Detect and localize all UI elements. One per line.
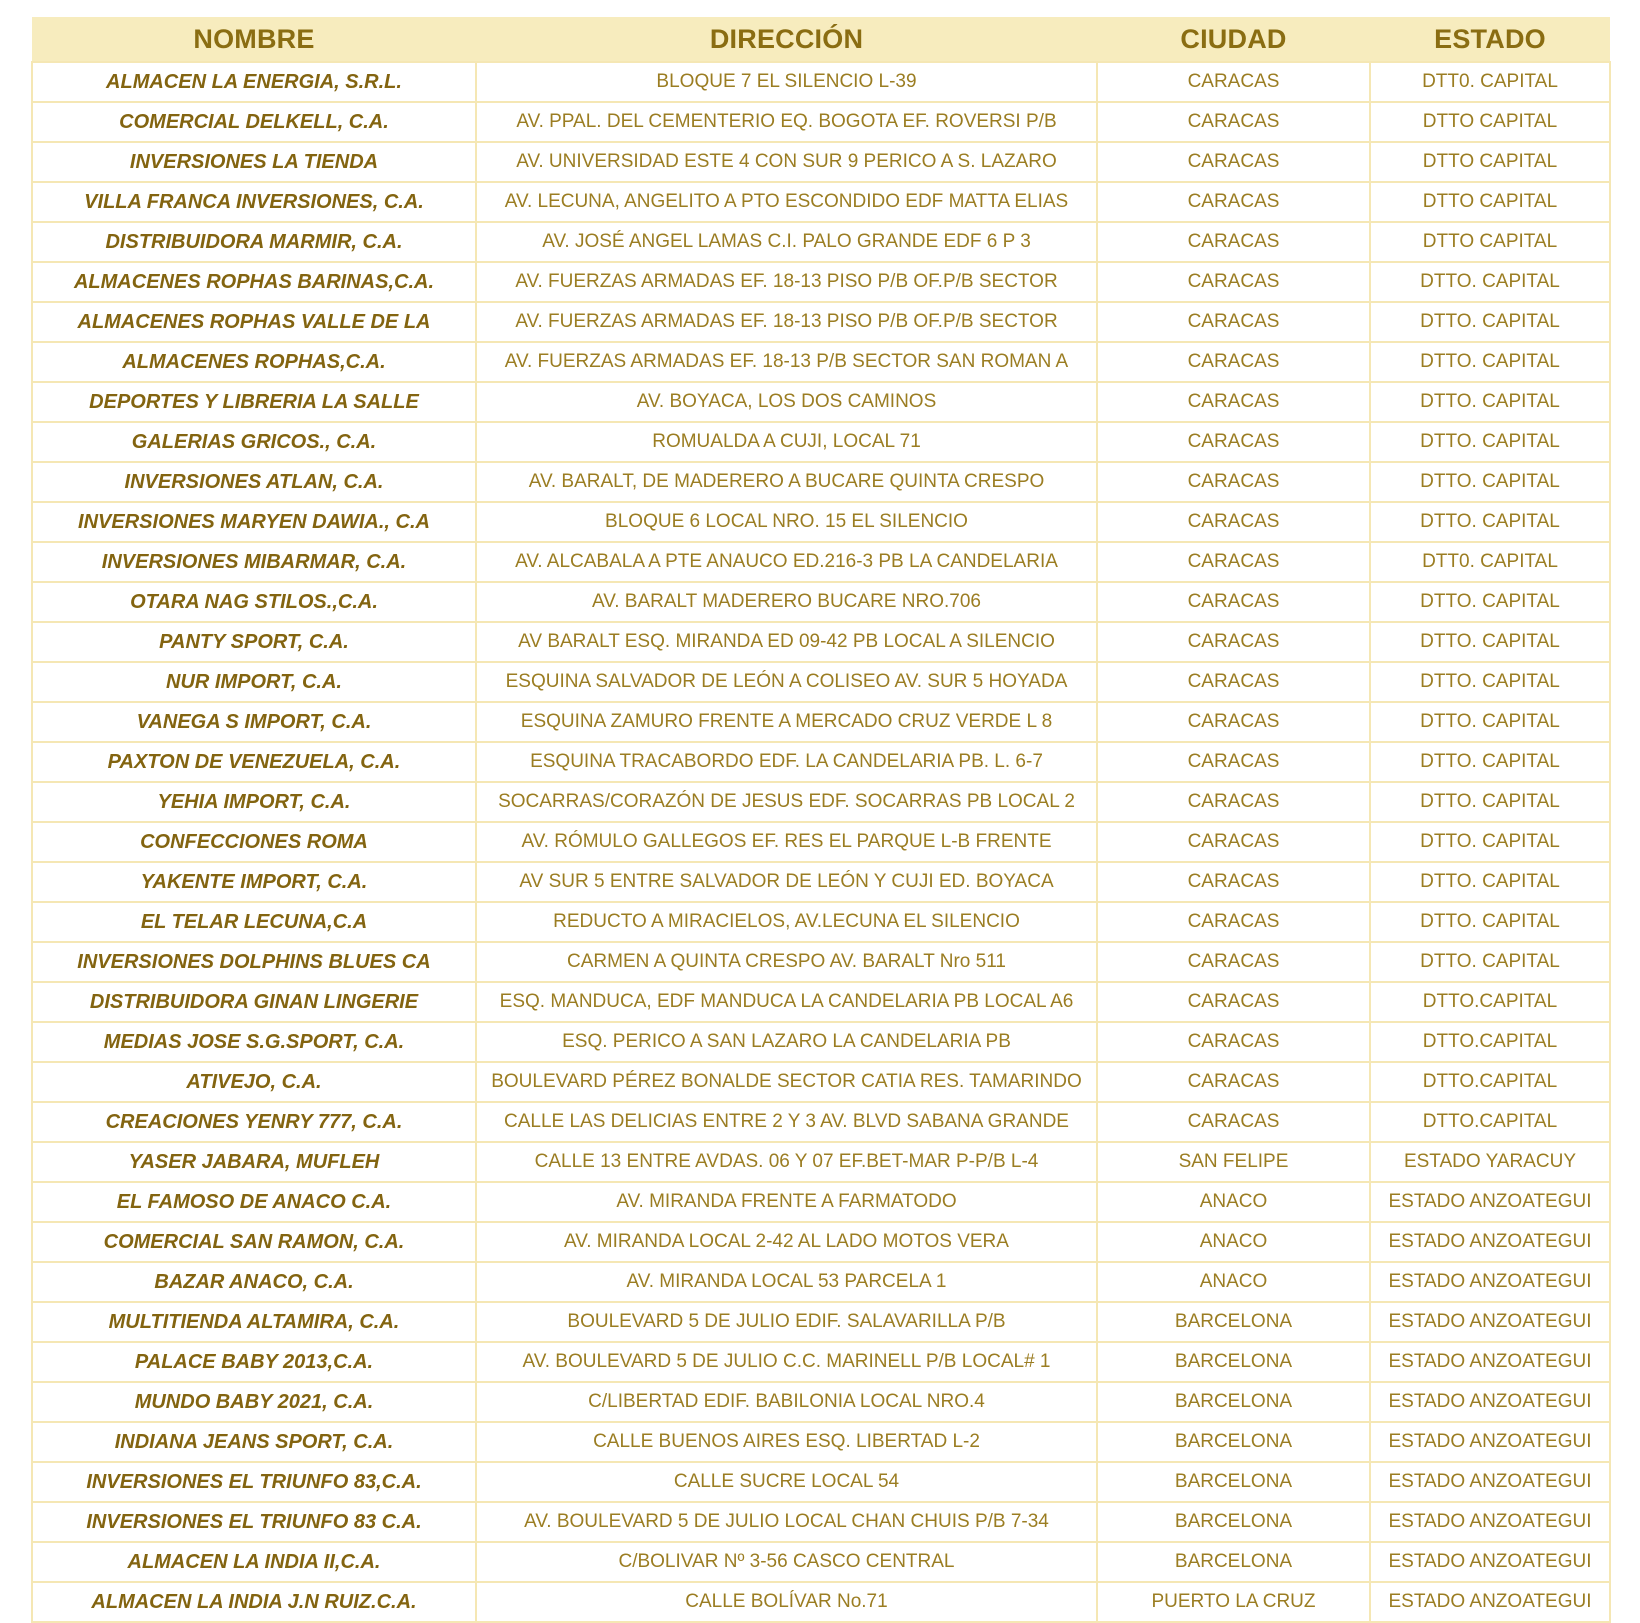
direccion-cell: SOCARRAS/CORAZÓN DE JESUS EDF. SOCARRAS PB LOCAL 2 [476, 782, 1097, 822]
nombre-cell: DEPORTES Y LIBRERIA LA SALLE [32, 382, 476, 422]
ciudad-cell: PUERTO LA CRUZ [1097, 1582, 1370, 1622]
direccion-cell: BLOQUE 7 EL SILENCIO L-39 [476, 62, 1097, 102]
direccion-cell: C/BOLIVAR Nº 3-56 CASCO CENTRAL [476, 1542, 1097, 1582]
table-row [32, 982, 1610, 1022]
nombre-cell: PAXTON DE VENEZUELA, C.A. [32, 742, 476, 782]
direccion-cell: CARMEN A QUINTA CRESPO AV. BARALT Nro 511 [476, 942, 1097, 982]
nombre-cell: ALMACENES ROPHAS BARINAS,C.A. [32, 262, 476, 302]
nombre-cell: INVERSIONES MIBARMAR, C.A. [32, 542, 476, 582]
ciudad-cell: BARCELONA [1097, 1422, 1370, 1462]
ciudad-cell: CARACAS [1097, 782, 1370, 822]
table-row [32, 622, 1610, 662]
table-row [32, 1582, 1610, 1622]
nombre-cell: ATIVEJO, C.A. [32, 1062, 476, 1102]
estado-cell: DTTO. CAPITAL [1370, 262, 1610, 302]
estado-cell: DTTO. CAPITAL [1370, 702, 1610, 742]
estado-cell: DTTO. CAPITAL [1370, 382, 1610, 422]
direccion-cell: BOULEVARD PÉREZ BONALDE SECTOR CATIA RES. TAMARINDO [476, 1062, 1097, 1102]
ciudad-cell: CARACAS [1097, 382, 1370, 422]
ciudad-cell: CARACAS [1097, 222, 1370, 262]
header-estado: ESTADO [1370, 17, 1610, 62]
estado-cell: ESTADO ANZOATEGUI [1370, 1182, 1610, 1222]
direccion-cell: AV. LECUNA, ANGELITO A PTO ESCONDIDO EDF MATTA ELIAS [476, 182, 1097, 222]
nombre-cell: EL FAMOSO DE ANACO C.A. [32, 1182, 476, 1222]
nombre-cell: NUR IMPORT, C.A. [32, 662, 476, 702]
estado-cell: ESTADO ANZOATEGUI [1370, 1222, 1610, 1262]
direccion-cell: AV. PPAL. DEL CEMENTERIO EQ. BOGOTA EF. ROVERSI P/B [476, 102, 1097, 142]
direccion-cell: AV. BARALT MADERERO BUCARE NRO.706 [476, 582, 1097, 622]
ciudad-cell: CARACAS [1097, 62, 1370, 102]
nombre-cell: ALMACEN LA ENERGIA, S.R.L. [32, 62, 476, 102]
direccion-cell: BOULEVARD 5 DE JULIO EDIF. SALAVARILLA P/B [476, 1302, 1097, 1342]
direccion-cell: AV BARALT ESQ. MIRANDA ED 09-42 PB LOCAL A SILENCIO [476, 622, 1097, 662]
table-row [32, 742, 1610, 782]
direccion-cell: ROMUALDA A CUJI, LOCAL 71 [476, 422, 1097, 462]
estado-cell: DTTO.CAPITAL [1370, 1022, 1610, 1062]
estado-cell: DTTO. CAPITAL [1370, 742, 1610, 782]
direccion-cell: AV. FUERZAS ARMADAS EF. 18-13 PISO P/B OF.P/B SECTOR [476, 262, 1097, 302]
nombre-cell: MULTITIENDA ALTAMIRA, C.A. [32, 1302, 476, 1342]
ciudad-cell: BARCELONA [1097, 1342, 1370, 1382]
table-row [32, 102, 1610, 142]
table-row [32, 302, 1610, 342]
ciudad-cell: CARACAS [1097, 662, 1370, 702]
ciudad-cell: CARACAS [1097, 862, 1370, 902]
direccion-cell: AV. MIRANDA LOCAL 53 PARCELA 1 [476, 1262, 1097, 1302]
direccion-cell: CALLE 13 ENTRE AVDAS. 06 Y 07 EF.BET-MAR P-P/B L-4 [476, 1142, 1097, 1182]
direccion-cell: CALLE LAS DELICIAS ENTRE 2 Y 3 AV. BLVD SABANA GRANDE [476, 1102, 1097, 1142]
ciudad-cell: SAN FELIPE [1097, 1142, 1370, 1182]
ciudad-cell: CARACAS [1097, 422, 1370, 462]
ciudad-cell: CARACAS [1097, 742, 1370, 782]
ciudad-cell: CARACAS [1097, 102, 1370, 142]
estado-cell: ESTADO ANZOATEGUI [1370, 1502, 1610, 1542]
nombre-cell: YASER JABARA, MUFLEH [32, 1142, 476, 1182]
ciudad-cell: CARACAS [1097, 182, 1370, 222]
direccion-cell: AV SUR 5 ENTRE SALVADOR DE LEÓN Y CUJI ED. BOYACA [476, 862, 1097, 902]
table-row [32, 782, 1610, 822]
nombre-cell: ALMACENES ROPHAS,C.A. [32, 342, 476, 382]
direccion-cell: AV. BOULEVARD 5 DE JULIO LOCAL CHAN CHUIS P/B 7-34 [476, 1502, 1097, 1542]
nombre-cell: YAKENTE IMPORT, C.A. [32, 862, 476, 902]
direccion-cell: ESQUINA ZAMURO FRENTE A MERCADO CRUZ VERDE L 8 [476, 702, 1097, 742]
nombre-cell: INVERSIONES EL TRIUNFO 83 C.A. [32, 1502, 476, 1542]
direccion-cell: AV. JOSÉ ANGEL LAMAS C.I. PALO GRANDE EDF 6 P 3 [476, 222, 1097, 262]
nombre-cell: INVERSIONES ATLAN, C.A. [32, 462, 476, 502]
ciudad-cell: CARACAS [1097, 1022, 1370, 1062]
direccion-cell: AV. MIRANDA FRENTE A FARMATODO [476, 1182, 1097, 1222]
estado-cell: DTTO. CAPITAL [1370, 942, 1610, 982]
table-row [32, 1102, 1610, 1142]
header-direccion: DIRECCIÓN [476, 17, 1097, 62]
direccion-cell: AV. UNIVERSIDAD ESTE 4 CON SUR 9 PERICO A S. LAZARO [476, 142, 1097, 182]
estado-cell: DTTO. CAPITAL [1370, 822, 1610, 862]
table-row [32, 502, 1610, 542]
ciudad-cell: CARACAS [1097, 1062, 1370, 1102]
estado-cell: DTTO. CAPITAL [1370, 502, 1610, 542]
nombre-cell: COMERCIAL SAN RAMON, C.A. [32, 1222, 476, 1262]
estado-cell: DTTO. CAPITAL [1370, 862, 1610, 902]
table-row [32, 1262, 1610, 1302]
direccion-cell: CALLE SUCRE LOCAL 54 [476, 1462, 1097, 1502]
ciudad-cell: CARACAS [1097, 942, 1370, 982]
nombre-cell: PALACE BABY 2013,C.A. [32, 1342, 476, 1382]
direccion-cell: REDUCTO A MIRACIELOS, AV.LECUNA EL SILENCIO [476, 902, 1097, 942]
nombre-cell: PANTY SPORT, C.A. [32, 622, 476, 662]
table-row [32, 1182, 1610, 1222]
table-row [32, 862, 1610, 902]
table-row [32, 1342, 1610, 1382]
table-row [32, 1502, 1610, 1542]
ciudad-cell: CARACAS [1097, 902, 1370, 942]
ciudad-cell: BARCELONA [1097, 1542, 1370, 1582]
table-header [32, 17, 1610, 62]
estado-cell: DTTO. CAPITAL [1370, 662, 1610, 702]
nombre-cell: VILLA FRANCA INVERSIONES, C.A. [32, 182, 476, 222]
direccion-cell: ESQ. PERICO A SAN LAZARO LA CANDELARIA PB [476, 1022, 1097, 1062]
nombre-cell: INVERSIONES LA TIENDA [32, 142, 476, 182]
estado-cell: DTT0. CAPITAL [1370, 62, 1610, 102]
table-row [32, 942, 1610, 982]
direccion-cell: AV. BOYACA, LOS DOS CAMINOS [476, 382, 1097, 422]
nombre-cell: MEDIAS JOSE S.G.SPORT, C.A. [32, 1022, 476, 1062]
nombre-cell: VANEGA S IMPORT, C.A. [32, 702, 476, 742]
direccion-cell: ESQUINA TRACABORDO EDF. LA CANDELARIA PB. L. 6-7 [476, 742, 1097, 782]
estado-cell: DTTO CAPITAL [1370, 142, 1610, 182]
estado-cell: ESTADO ANZOATEGUI [1370, 1422, 1610, 1462]
nombre-cell: MUNDO BABY 2021, C.A. [32, 1382, 476, 1422]
ciudad-cell: CARACAS [1097, 462, 1370, 502]
estado-cell: DTTO. CAPITAL [1370, 342, 1610, 382]
estado-cell: DTTO.CAPITAL [1370, 982, 1610, 1022]
table-row [32, 1142, 1610, 1182]
estado-cell: ESTADO ANZOATEGUI [1370, 1262, 1610, 1302]
table-row [32, 702, 1610, 742]
nombre-cell: BAZAR ANACO, C.A. [32, 1262, 476, 1302]
nombre-cell: EL TELAR LECUNA,C.A [32, 902, 476, 942]
nombre-cell: DISTRIBUIDORA GINAN LINGERIE [32, 982, 476, 1022]
direccion-cell: AV. FUERZAS ARMADAS EF. 18-13 PISO P/B OF.P/B SECTOR [476, 302, 1097, 342]
nombre-cell: YEHIA IMPORT, C.A. [32, 782, 476, 822]
ciudad-cell: CARACAS [1097, 502, 1370, 542]
nombre-cell: INVERSIONES MARYEN DAWIA., C.A [32, 502, 476, 542]
ciudad-cell: CARACAS [1097, 542, 1370, 582]
ciudad-cell: CARACAS [1097, 622, 1370, 662]
direccion-cell: C/LIBERTAD EDIF. BABILONIA LOCAL NRO.4 [476, 1382, 1097, 1422]
table-row [32, 542, 1610, 582]
estado-cell: DTTO. CAPITAL [1370, 782, 1610, 822]
estado-cell: DTTO CAPITAL [1370, 222, 1610, 262]
nombre-cell: COMERCIAL DELKELL, C.A. [32, 102, 476, 142]
ciudad-cell: CARACAS [1097, 582, 1370, 622]
estado-cell: ESTADO ANZOATEGUI [1370, 1582, 1610, 1622]
table-row [32, 1422, 1610, 1462]
table-row [32, 1022, 1610, 1062]
nombre-cell: INVERSIONES EL TRIUNFO 83,C.A. [32, 1462, 476, 1502]
estado-cell: ESTADO ANZOATEGUI [1370, 1302, 1610, 1342]
estado-cell: ESTADO YARACUY [1370, 1142, 1610, 1182]
ciudad-cell: CARACAS [1097, 342, 1370, 382]
stores-table-container [31, 17, 1609, 1623]
estado-cell: ESTADO ANZOATEGUI [1370, 1342, 1610, 1382]
direccion-cell: AV. BARALT, DE MADERERO A BUCARE QUINTA CRESPO [476, 462, 1097, 502]
nombre-cell: CREACIONES YENRY 777, C.A. [32, 1102, 476, 1142]
ciudad-cell: CARACAS [1097, 982, 1370, 1022]
ciudad-cell: CARACAS [1097, 1102, 1370, 1142]
estado-cell: ESTADO ANZOATEGUI [1370, 1542, 1610, 1582]
nombre-cell: ALMACENES ROPHAS VALLE DE LA [32, 302, 476, 342]
ciudad-cell: CARACAS [1097, 302, 1370, 342]
table-row [32, 1462, 1610, 1502]
ciudad-cell: CARACAS [1097, 142, 1370, 182]
ciudad-cell: CARACAS [1097, 702, 1370, 742]
estado-cell: DTTO. CAPITAL [1370, 422, 1610, 462]
table-row [32, 62, 1610, 102]
estado-cell: DTTO. CAPITAL [1370, 462, 1610, 502]
table-row [32, 342, 1610, 382]
ciudad-cell: BARCELONA [1097, 1302, 1370, 1342]
table-row [32, 222, 1610, 262]
table-row [32, 1302, 1610, 1342]
table-row [32, 822, 1610, 862]
direccion-cell: AV. MIRANDA LOCAL 2-42 AL LADO MOTOS VERA [476, 1222, 1097, 1262]
table-row [32, 582, 1610, 622]
nombre-cell: OTARA NAG STILOS.,C.A. [32, 582, 476, 622]
estado-cell: DTTO.CAPITAL [1370, 1062, 1610, 1102]
ciudad-cell: ANACO [1097, 1262, 1370, 1302]
nombre-cell: INDIANA JEANS SPORT, C.A. [32, 1422, 476, 1462]
nombre-cell: DISTRIBUIDORA MARMIR, C.A. [32, 222, 476, 262]
direccion-cell: CALLE BOLÍVAR No.71 [476, 1582, 1097, 1622]
nombre-cell: GALERIAS GRICOS., C.A. [32, 422, 476, 462]
nombre-cell: CONFECCIONES ROMA [32, 822, 476, 862]
table-row [32, 142, 1610, 182]
table-row [32, 1382, 1610, 1422]
direccion-cell: ESQ. MANDUCA, EDF MANDUCA LA CANDELARIA PB LOCAL A6 [476, 982, 1097, 1022]
estado-cell: DTTO.CAPITAL [1370, 1102, 1610, 1142]
table-row [32, 902, 1610, 942]
table-row [32, 462, 1610, 502]
ciudad-cell: ANACO [1097, 1222, 1370, 1262]
ciudad-cell: BARCELONA [1097, 1462, 1370, 1502]
table-row [32, 1062, 1610, 1102]
ciudad-cell: CARACAS [1097, 822, 1370, 862]
nombre-cell: INVERSIONES DOLPHINS BLUES CA [32, 942, 476, 982]
estado-cell: DTT0. CAPITAL [1370, 542, 1610, 582]
direccion-cell: CALLE BUENOS AIRES ESQ. LIBERTAD L-2 [476, 1422, 1097, 1462]
table-body [32, 62, 1610, 1622]
estado-cell: DTTO. CAPITAL [1370, 622, 1610, 662]
ciudad-cell: BARCELONA [1097, 1382, 1370, 1422]
table-row [32, 422, 1610, 462]
table-row [32, 662, 1610, 702]
ciudad-cell: ANACO [1097, 1182, 1370, 1222]
ciudad-cell: CARACAS [1097, 262, 1370, 302]
direccion-cell: ESQUINA SALVADOR DE LEÓN A COLISEO AV. SUR 5 HOYADA [476, 662, 1097, 702]
header-row [32, 17, 1610, 62]
estado-cell: DTTO CAPITAL [1370, 182, 1610, 222]
table-row [32, 182, 1610, 222]
ciudad-cell: BARCELONA [1097, 1502, 1370, 1542]
stores-table [31, 17, 1611, 1623]
estado-cell: ESTADO ANZOATEGUI [1370, 1462, 1610, 1502]
nombre-cell: ALMACEN LA INDIA II,C.A. [32, 1542, 476, 1582]
direccion-cell: BLOQUE 6 LOCAL NRO. 15 EL SILENCIO [476, 502, 1097, 542]
estado-cell: DTTO. CAPITAL [1370, 302, 1610, 342]
estado-cell: DTTO. CAPITAL [1370, 582, 1610, 622]
nombre-cell: ALMACEN LA INDIA J.N RUIZ.C.A. [32, 1582, 476, 1622]
header-ciudad: CIUDAD [1097, 17, 1370, 62]
direccion-cell: AV. ALCABALA A PTE ANAUCO ED.216-3 PB LA CANDELARIA [476, 542, 1097, 582]
estado-cell: DTTO. CAPITAL [1370, 902, 1610, 942]
table-row [32, 262, 1610, 302]
estado-cell: ESTADO ANZOATEGUI [1370, 1382, 1610, 1422]
direccion-cell: AV. BOULEVARD 5 DE JULIO C.C. MARINELL P/B LOCAL# 1 [476, 1342, 1097, 1382]
header-nombre: NOMBRE [32, 17, 476, 62]
table-row [32, 382, 1610, 422]
table-row [32, 1542, 1610, 1582]
direccion-cell: AV. RÓMULO GALLEGOS EF. RES EL PARQUE L-B FRENTE [476, 822, 1097, 862]
estado-cell: DTTO CAPITAL [1370, 102, 1610, 142]
direccion-cell: AV. FUERZAS ARMADAS EF. 18-13 P/B SECTOR SAN ROMAN A [476, 342, 1097, 382]
table-row [32, 1222, 1610, 1262]
